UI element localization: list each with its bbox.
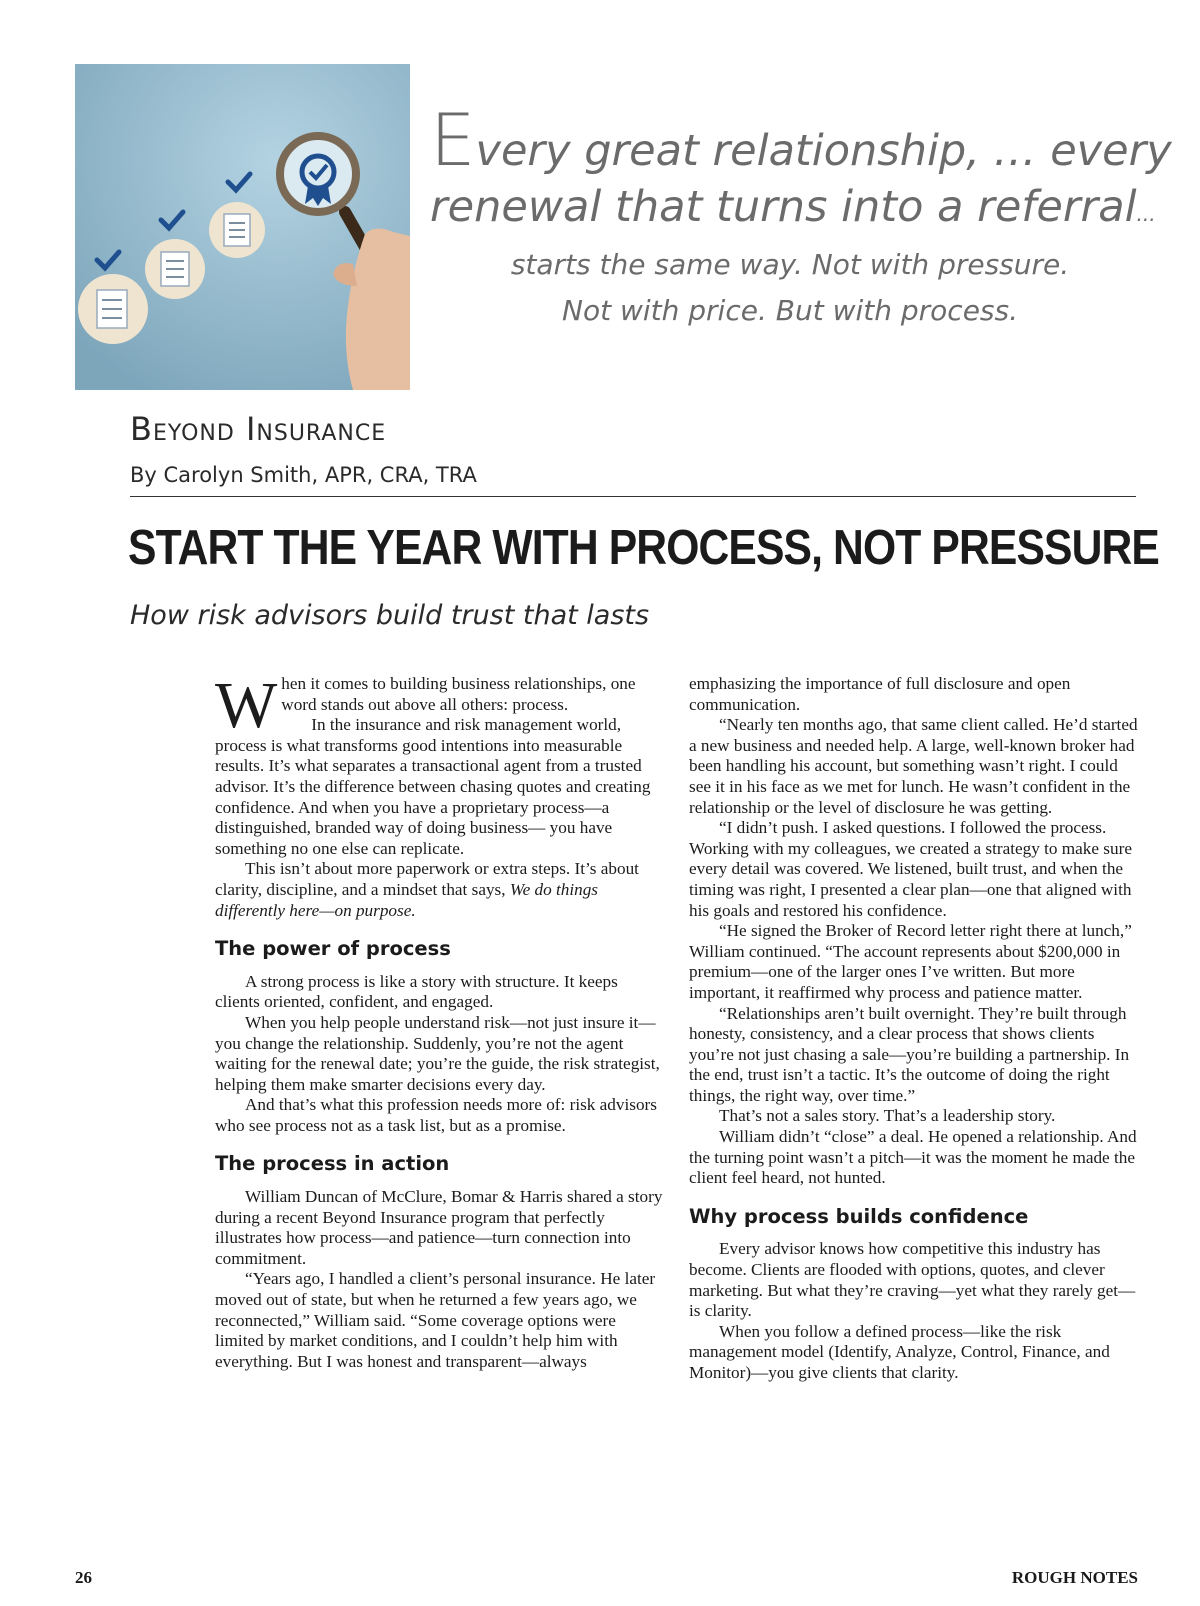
column-label: Beyond Insurance xyxy=(130,410,387,448)
body-column-left xyxy=(215,669,665,1372)
pull-quote-initial: E xyxy=(430,98,476,182)
byline: By Carolyn Smith, APR, CRA, TRA xyxy=(130,463,477,487)
article-deck: How risk advisors build trust that lasts xyxy=(130,600,650,631)
checklist-disc-1 xyxy=(78,274,148,344)
pull-quote xyxy=(430,98,1172,334)
paragraph: When you follow a defined process—like the risk management model (Identify, Analyze, Control, Finance, and Monitor)—you give clients that clarity. xyxy=(689,1321,1110,1382)
paragraph: “Nearly ten months ago, that same client called. He’d started a new business and needed help. A large, well-known broker had been handling his account, but something wasn’t right. I could see it in his face as we met for lunch. He wasn’t confident in the relationship or the level of disclosure he was getting. xyxy=(689,715,1138,817)
pull-quote-line-1 xyxy=(430,98,1172,182)
paragraph xyxy=(215,859,665,921)
paragraph: emphasizing the importance of full disclosure and open communication. xyxy=(689,674,1071,714)
subhead-why-process-builds-confidence: Why process builds confidence xyxy=(689,1204,1029,1228)
paragraph: “Relationships aren’t built overnight. They’re built through honesty, consistency, and a clear process that shows clients you’re not just chasing a sale—you’re building a partnership. In the end, trust isn’t a tactic. It’s the outcome of doing the right things, the right way, over time.” xyxy=(689,1003,1130,1105)
paragraph xyxy=(215,669,665,742)
article-headline: START THE YEAR WITH PROCESS, NOT PRESSURE xyxy=(128,521,1159,575)
paragraph: In the insurance and risk management world, process is what transforms good intentions into measurable results. It’s what separates a transactional agent from a trusted advisor. It’s the difference between chasing quotes and creating confidence. And when you have a proprietary process—a distinguished, branded way of doing business— you have something no one else can replicate. xyxy=(215,715,651,858)
hero-image xyxy=(75,64,410,390)
paragraph: “He signed the Broker of Record letter right there at lunch,” William continued. “The account represents about $200,000 in premium—one of the larger ones I’ve written. But more important, it reaffirmed why process and patience matter. xyxy=(689,921,1132,1002)
pull-quote-ellipsis: ... xyxy=(1136,202,1156,226)
pull-quote-line-4: Not with price. But with process. xyxy=(562,294,1018,327)
pull-quote-line-1-text: very great relationship, … every xyxy=(475,126,1172,176)
pull-quote-line-3: starts the same way. Not with pressure. xyxy=(510,248,1070,281)
paragraph: When you help people understand risk—not just insure it—you change the relationship. Suddenly, you’re not the agent waiting for the renewal date; you’re the guide, the risk strategist, helping them make smarter decisions every day. xyxy=(215,1012,660,1094)
paragraph: A strong process is like a story with structure. It keeps clients oriented, confident, and engaged. xyxy=(215,971,618,1012)
paragraph: That’s not a sales story. That’s a leadership story. xyxy=(719,1106,1056,1126)
paragraph: And that’s what this profession needs more of: risk advisors who see process not as a task list, but as a promise. xyxy=(215,1095,657,1135)
publication-name: ROUGH NOTES xyxy=(1011,1568,1138,1587)
subhead-process-in-action: The process in action xyxy=(215,1152,450,1176)
paragraph: “Years ago, I handled a client’s personal insurance. He later moved out of state, but when he returned a few years ago, we reconnected,” William said. “Some coverage options were limited by market conditions, and I couldn’t help him with everything. But I was honest and transparent—always xyxy=(215,1269,656,1371)
paragraph-text: This isn’t about more paperwork or extra steps. It’s about clarity, discipline, and a mindset that says, xyxy=(215,859,639,899)
paragraph: “I didn’t push. I asked questions. I followed the process. Working with my colleagues, we created a strategy to make sure every detail was covered. We listened, built trust, and when the timing was right, I presented a clear plan—one that aligned with his goals and restored his confidence. xyxy=(689,818,1132,920)
checklist-disc-3 xyxy=(209,202,265,258)
paragraph-text: hen it comes to building business relationships, one word stands out above all others: process. xyxy=(281,674,636,714)
subhead-power-of-process: The power of process xyxy=(215,937,451,961)
paragraph: William didn’t “close” a deal. He opened a relationship. And the turning point wasn’t a pitch—it was the moment he made the client feel heard, not hunted. xyxy=(689,1127,1137,1188)
page-number: 26 xyxy=(75,1568,92,1587)
pull-quote-line-2 xyxy=(430,179,1156,242)
hero-illustration xyxy=(75,64,410,390)
paragraph: Every advisor knows how competitive this industry has become. Clients are flooded with options, quotes, and clever marketing. But what they’re craving—yet what they rarely get—is clarity. xyxy=(689,1239,1136,1321)
drop-cap: W xyxy=(215,669,278,742)
italic-emphasis: We do things differently here—on purpose. xyxy=(215,879,598,920)
paragraph: William Duncan of McClure, Bomar & Harris shared a story during a recent Beyond Insurance program that perfectly illustrates how process—and patience—turn connection into commitment. xyxy=(215,1187,663,1268)
pull-quote-line-2-text: renewal that turns into a referral xyxy=(430,182,1137,232)
body-column-right xyxy=(689,674,1139,1384)
divider xyxy=(130,496,1136,497)
checklist-disc-2 xyxy=(145,239,205,299)
